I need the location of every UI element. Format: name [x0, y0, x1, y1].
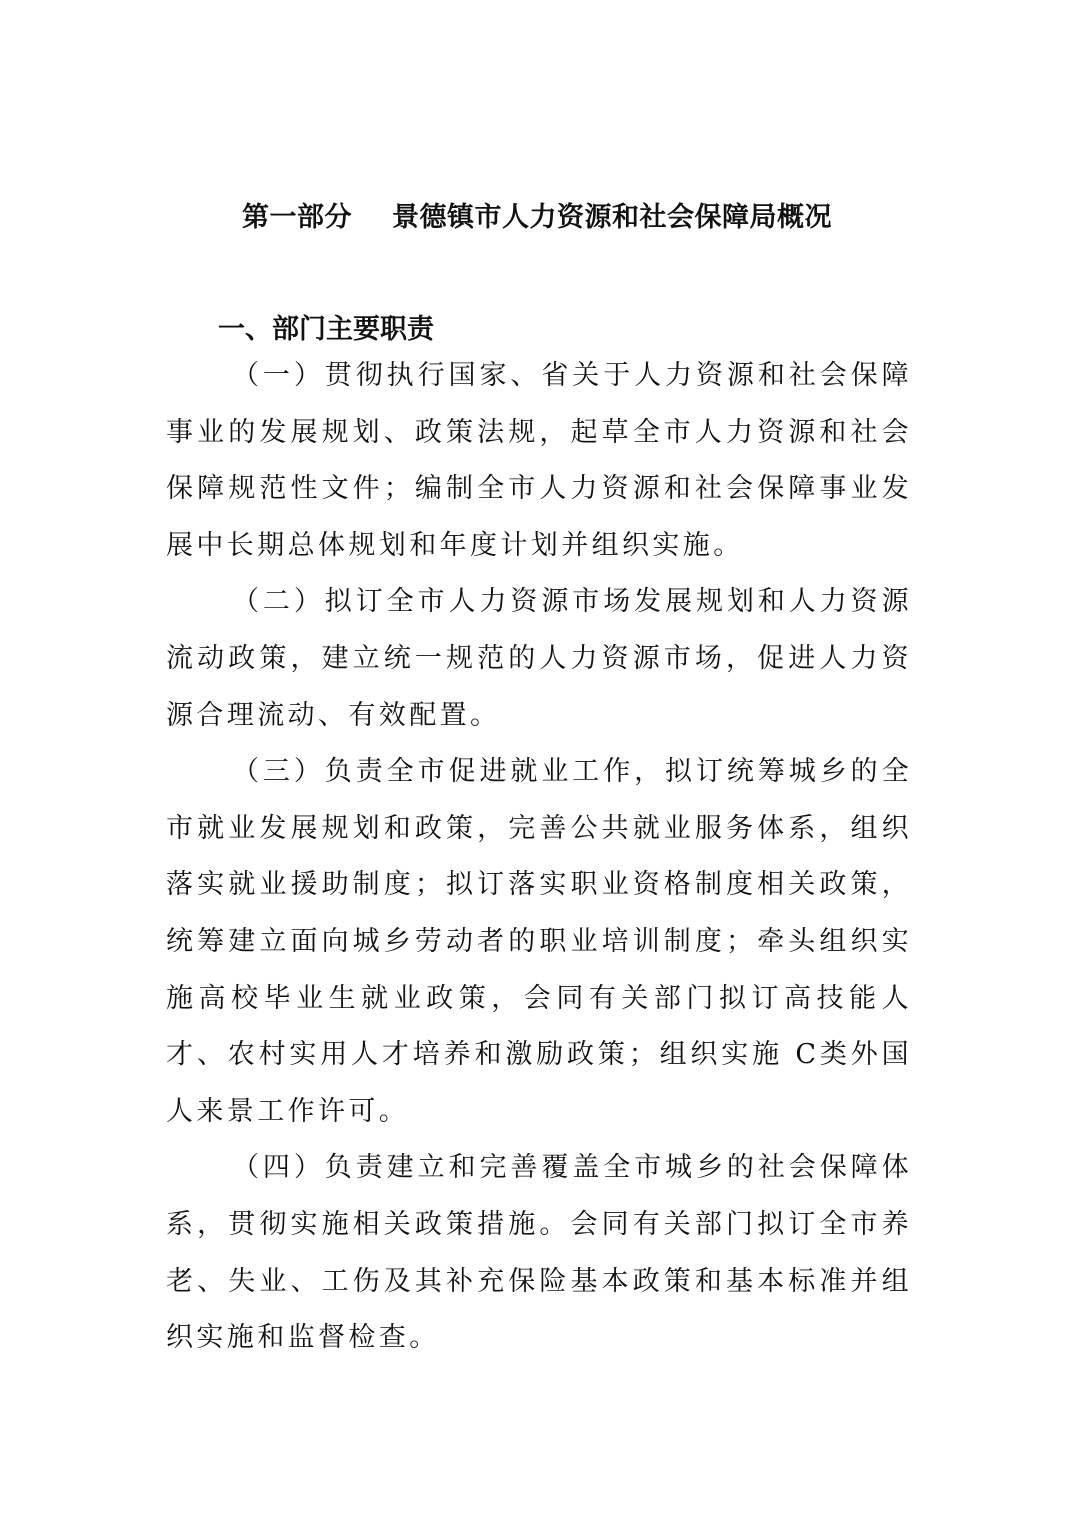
part-title-label: 第一部分 [242, 202, 352, 233]
paragraph-duty-1: （一）贯彻执行国家、省关于人力资源和社会保障事业的发展规划、政策法规，起草全市人力资源和社会保障规范性文件；编制全市人力资源和社会保障事业发展中长期总体规划和年度计划并组织实施。 [166, 360, 912, 561]
paragraph-duty-3: （三）负责全市促进就业工作，拟订统筹城乡的全市就业发展规划和政策，完善公共就业服务体系，组织落实就业援助制度；拟订落实职业资格制度相关政策，统筹建立面向城乡劳动者的职业培训制度；牵头组织实施高校毕业生就业政策，会同有关部门拟订高技能人才、农村实用人才培养和激励政策；组织实施 C类外国人来景工作许可。 [166, 756, 912, 1127]
body-text [166, 348, 912, 1367]
part-title-text: 景德镇市人力资源和社会保障局概况 [392, 202, 832, 233]
paragraph-duty-2: （二）拟订全市人力资源市场发展规划和人力资源流动政策，建立统一规范的人力资源市场，促进人力资源合理流动、有效配置。 [166, 586, 912, 731]
part-title [0, 198, 1074, 238]
paragraph-duty-4: （四）负责建立和完善覆盖全市城乡的社会保障体系，贯彻实施相关政策措施。会同有关部门拟订全市养老、失业、工伤及其补充保险基本政策和基本标准并组织实施和监督检查。 [166, 1152, 912, 1354]
section-heading: 一、部门主要职责 [218, 314, 434, 345]
